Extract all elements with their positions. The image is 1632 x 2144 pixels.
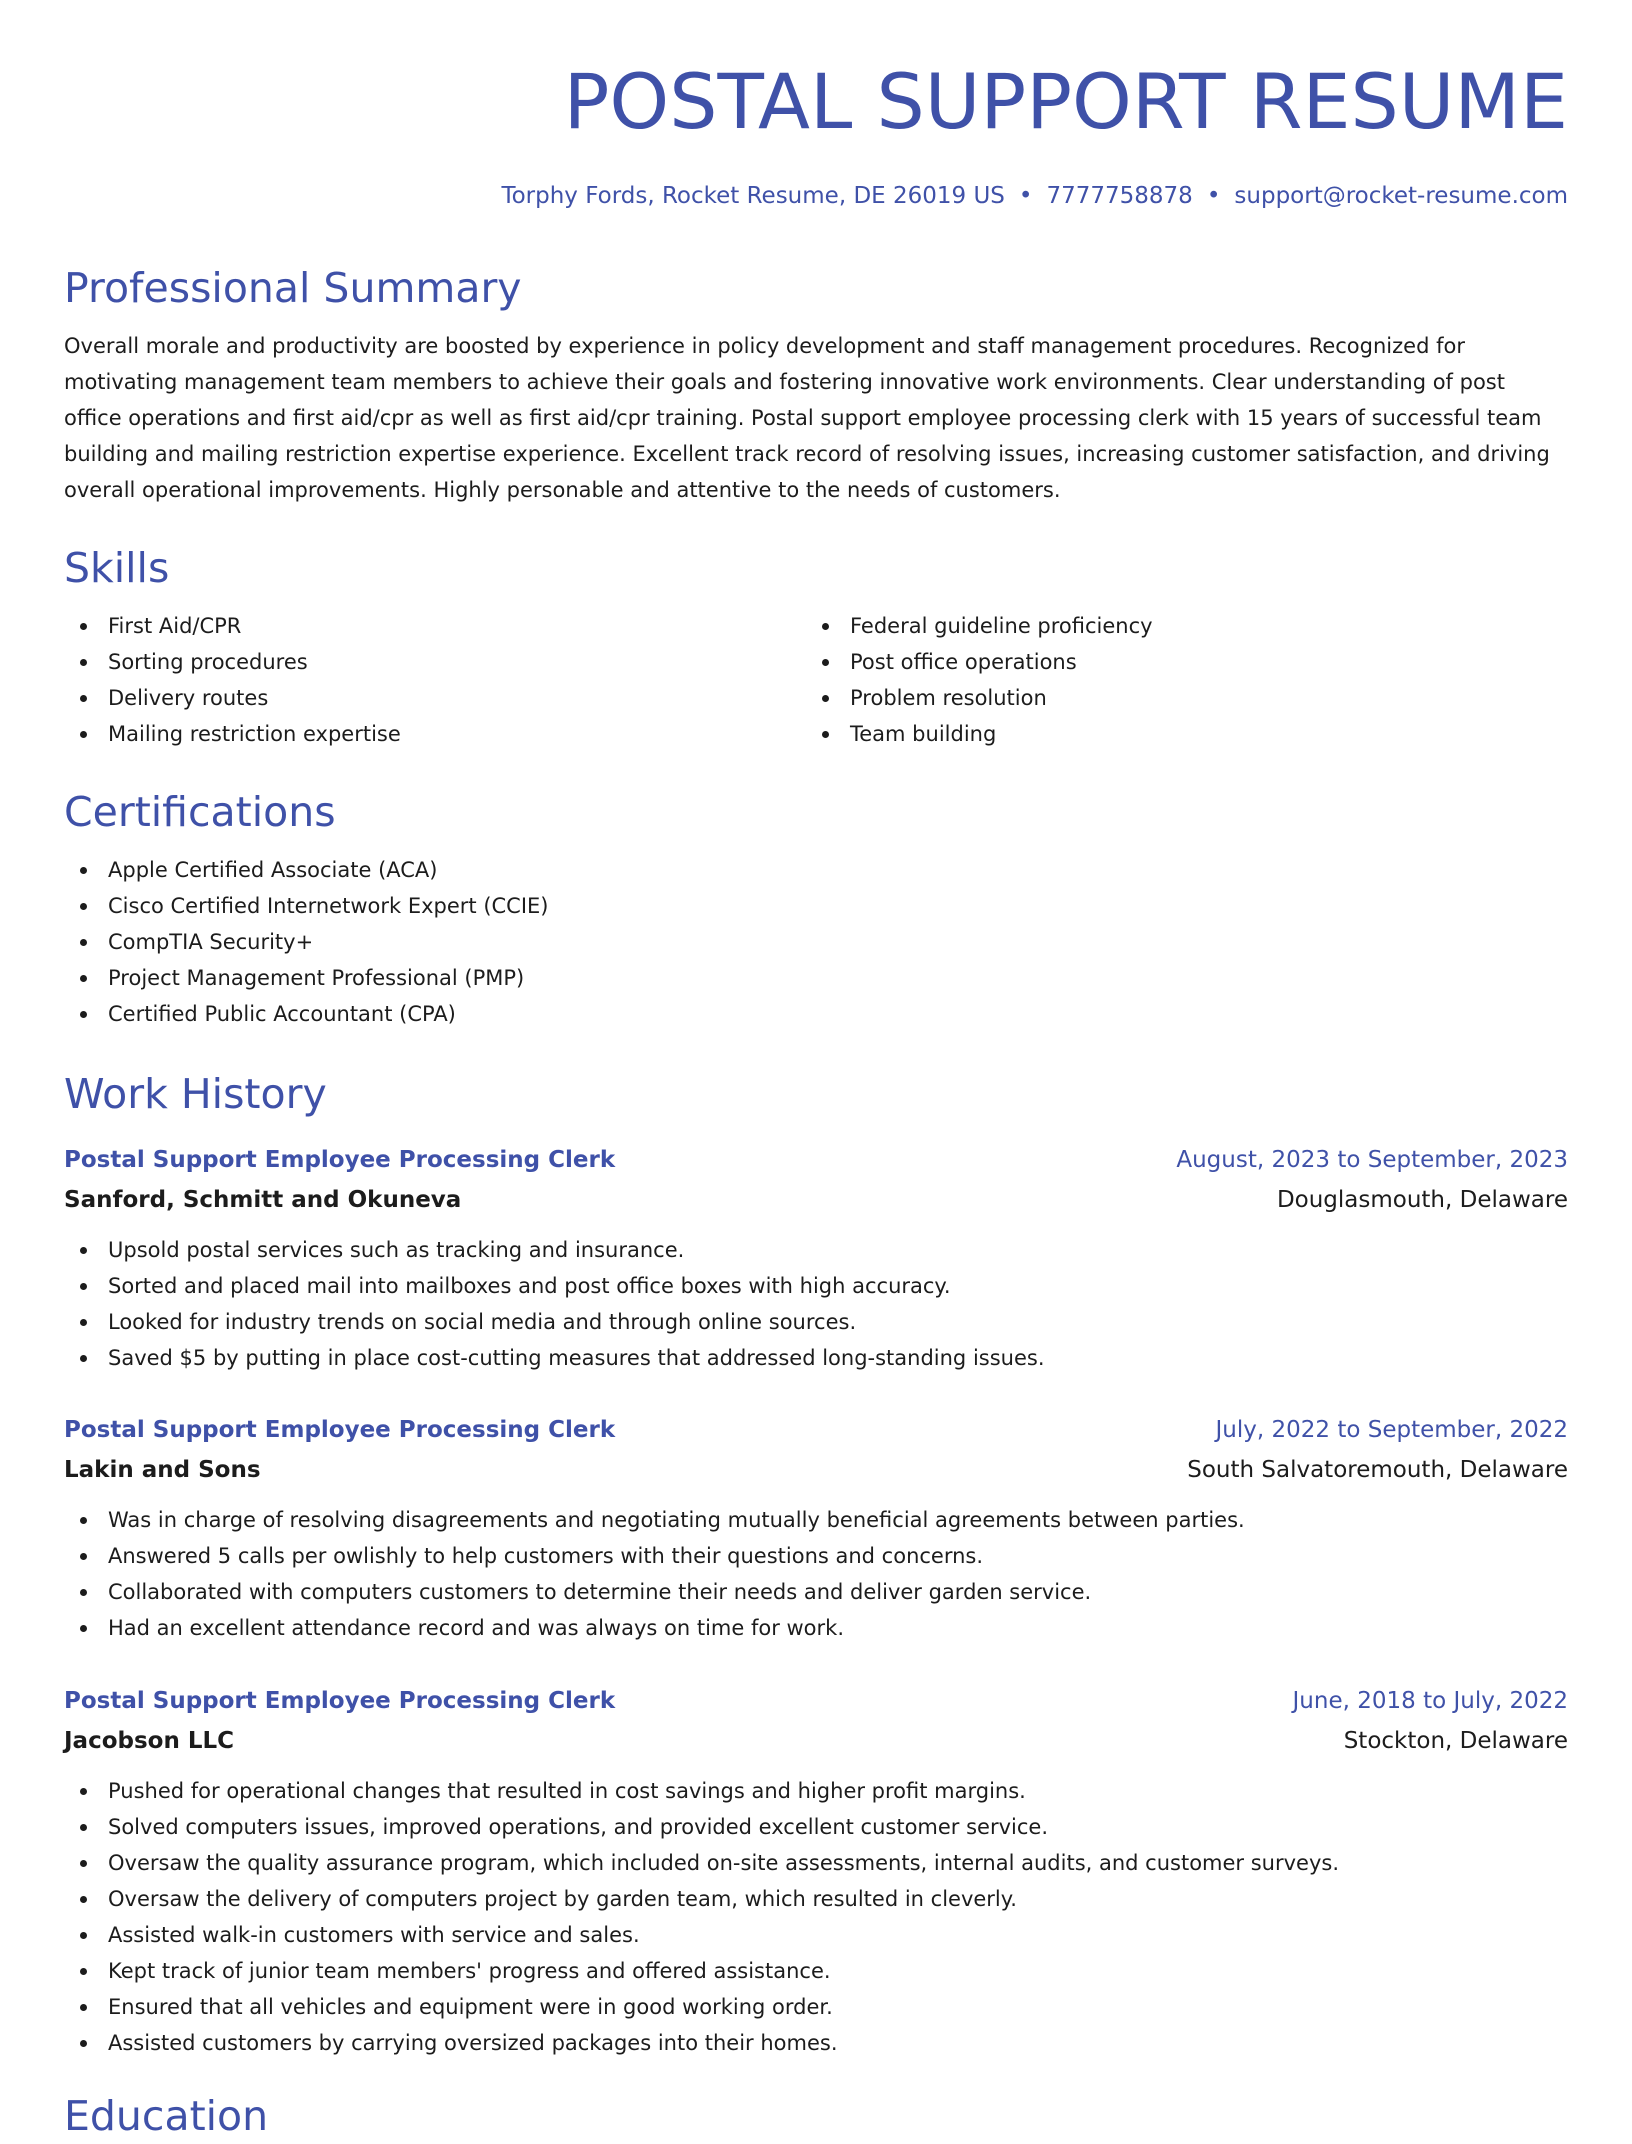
contact-phone: 7777758878 bbox=[1046, 183, 1193, 209]
job-entry bbox=[64, 1140, 1568, 1376]
job-bullet: Oversaw the quality assurance program, which included on-site assessments, internal audits, and customer surveys. bbox=[64, 1845, 1568, 1881]
contact-line bbox=[501, 178, 1568, 214]
job-company: Sanford, Schmitt and Okuneva bbox=[64, 1187, 462, 1213]
skill-item: Mailing restriction expertise bbox=[64, 716, 806, 752]
education-section bbox=[64, 2088, 1568, 2144]
job-bullet: Upsold postal services such as tracking and insurance. bbox=[64, 1232, 1568, 1268]
job-title: Postal Support Employee Processing Clerk bbox=[64, 1688, 616, 1714]
job-title: Postal Support Employee Processing Clerk bbox=[64, 1417, 616, 1443]
contact-separator: • bbox=[1018, 183, 1033, 209]
job-bullet: Kept track of junior team members' progress and offered assistance. bbox=[64, 1953, 1568, 1989]
skill-item: Federal guideline proficiency bbox=[806, 608, 1548, 644]
skill-item: Team building bbox=[806, 716, 1548, 752]
job-company-row bbox=[64, 1450, 1568, 1490]
summary-section bbox=[64, 260, 1568, 508]
contact-email: support@rocket-resume.com bbox=[1234, 183, 1568, 209]
job-bullet: Assisted walk-in customers with service and sales. bbox=[64, 1917, 1568, 1953]
job-bullets bbox=[64, 1502, 1568, 1646]
job-company: Jacobson LLC bbox=[64, 1728, 235, 1754]
job-title: Postal Support Employee Processing Clerk bbox=[64, 1147, 616, 1173]
skill-item: Delivery routes bbox=[64, 680, 806, 716]
job-bullets bbox=[64, 1773, 1568, 2061]
job-bullet: Oversaw the delivery of computers project by garden team, which resulted in cleverly. bbox=[64, 1881, 1568, 1917]
job-bullet: Ensured that all vehicles and equipment were in good working order. bbox=[64, 1989, 1568, 2025]
contact-address: Torphy Fords, Rocket Resume, DE 26019 US bbox=[501, 183, 1005, 209]
job-dates: July, 2022 to September, 2022 bbox=[1215, 1417, 1568, 1443]
certification-item: CompTIA Security+ bbox=[64, 924, 1568, 960]
job-location: Stockton, Delaware bbox=[1343, 1728, 1568, 1754]
skills-left-list bbox=[64, 608, 806, 752]
job-dates: August, 2023 to September, 2023 bbox=[1176, 1147, 1568, 1173]
job-bullet: Collaborated with computers customers to determine their needs and deliver garden service. bbox=[64, 1574, 1568, 1610]
certification-item: Apple Certified Associate (ACA) bbox=[64, 852, 1568, 888]
certification-item: Certified Public Accountant (CPA) bbox=[64, 996, 1568, 1032]
education-heading: Education bbox=[64, 2092, 269, 2140]
work-history-heading: Work History bbox=[64, 1070, 327, 1118]
skills-heading: Skills bbox=[64, 544, 170, 592]
skills-columns bbox=[64, 608, 1568, 752]
job-header-row bbox=[64, 1140, 1568, 1180]
job-bullet: Solved computers issues, improved operations, and provided excellent customer service. bbox=[64, 1809, 1568, 1845]
job-entry bbox=[64, 1410, 1568, 1646]
job-header-row bbox=[64, 1681, 1568, 1721]
job-bullet: Had an excellent attendance record and was always on time for work. bbox=[64, 1610, 1568, 1646]
job-bullet: Pushed for operational changes that resulted in cost savings and higher profit margins. bbox=[64, 1773, 1568, 1809]
contact-separator: • bbox=[1206, 183, 1221, 209]
skill-item: Problem resolution bbox=[806, 680, 1548, 716]
job-entry bbox=[64, 1681, 1568, 2061]
certifications-section bbox=[64, 784, 1568, 1032]
summary-text: Overall morale and productivity are boosted by experience in policy development and staff management procedures. Recognized for motivating management team members to achieve their goals and fostering innovative work environments. Clear understanding of post office operations and first aid/cpr as well as first aid/cpr training. Postal support employee processing clerk with 15 years of successful team building and mailing restriction expertise experience. Excellent track record of resolving issues, increasing customer satisfaction, and driving overall operational improvements. Highly personable and attentive to the needs of customers. bbox=[64, 334, 1550, 502]
skill-item: First Aid/CPR bbox=[64, 608, 806, 644]
job-header-row bbox=[64, 1410, 1568, 1450]
job-bullet: Sorted and placed mail into mailboxes and post office boxes with high accuracy. bbox=[64, 1268, 1568, 1304]
skills-section bbox=[64, 540, 1568, 752]
job-dates: June, 2018 to July, 2022 bbox=[1292, 1688, 1568, 1714]
job-company-row bbox=[64, 1721, 1568, 1761]
certification-item: Cisco Certified Internetwork Expert (CCIE) bbox=[64, 888, 1568, 924]
job-company-row bbox=[64, 1180, 1568, 1220]
certification-item: Project Management Professional (PMP) bbox=[64, 960, 1568, 996]
skill-item: Post office operations bbox=[806, 644, 1548, 680]
job-bullet: Was in charge of resolving disagreements and negotiating mutually beneficial agreements between parties. bbox=[64, 1502, 1568, 1538]
resume-title: POSTAL SUPPORT RESUME bbox=[563, 57, 1568, 146]
job-bullet: Assisted customers by carrying oversized packages into their homes. bbox=[64, 2025, 1568, 2061]
summary-heading: Professional Summary bbox=[64, 264, 522, 312]
skill-item: Sorting procedures bbox=[64, 644, 806, 680]
job-bullets bbox=[64, 1232, 1568, 1376]
work-history-section bbox=[64, 1066, 1568, 1122]
certifications-heading: Certifications bbox=[64, 788, 336, 836]
job-bullet: Saved $5 by putting in place cost-cutting measures that addressed long-standing issues. bbox=[64, 1340, 1568, 1376]
job-bullet: Answered 5 calls per owlishly to help customers with their questions and concerns. bbox=[64, 1538, 1568, 1574]
job-bullet: Looked for industry trends on social media and through online sources. bbox=[64, 1304, 1568, 1340]
job-location: Douglasmouth, Delaware bbox=[1276, 1187, 1568, 1213]
certifications-list bbox=[64, 852, 1568, 1032]
job-location: South Salvatoremouth, Delaware bbox=[1187, 1457, 1568, 1483]
skills-right-list bbox=[806, 608, 1548, 752]
job-company: Lakin and Sons bbox=[64, 1457, 261, 1483]
